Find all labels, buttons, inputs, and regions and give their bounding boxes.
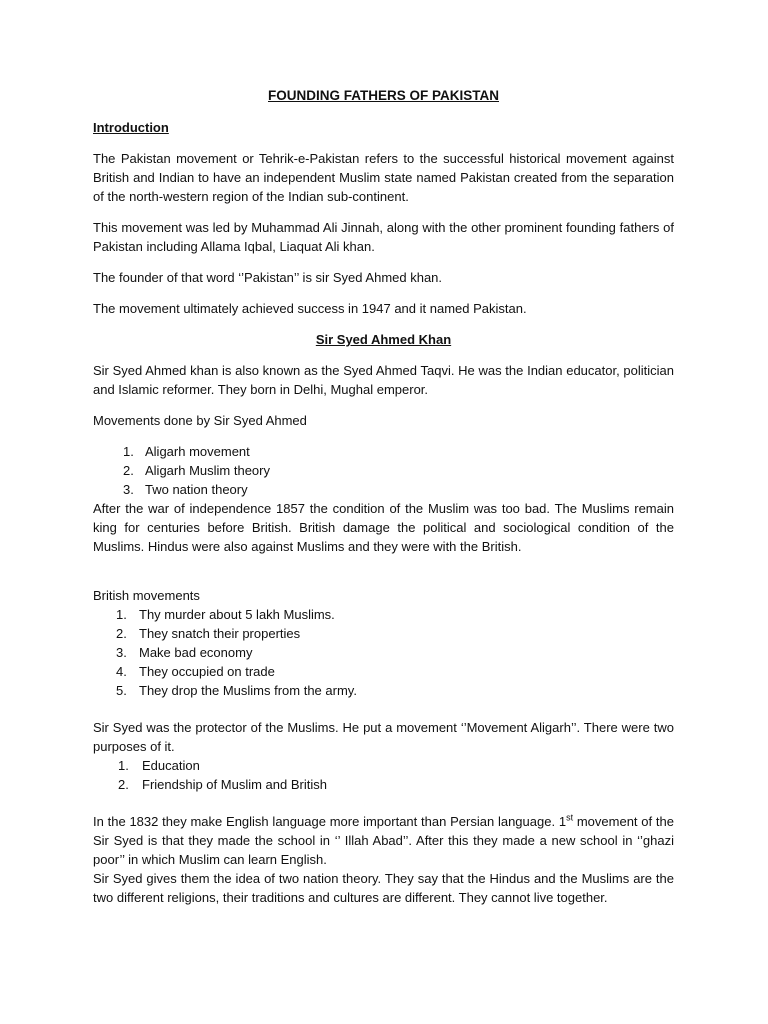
list-text: Aligarh movement bbox=[145, 444, 250, 459]
intro-paragraph-2: This movement was led by Muhammad Ali Jinnah, along with the other prominent founding fathers of Pakistan including Allama Iqbal, Liaquat Ali khan. bbox=[93, 220, 674, 254]
purposes-list bbox=[93, 756, 674, 794]
spacer bbox=[93, 794, 674, 812]
british-movements-label: British movements bbox=[93, 588, 200, 603]
document-body bbox=[93, 86, 674, 919]
two-nation-paragraph: Sir Syed gives them the idea of two nation theory. They say that the Hindus and the Muslims are the two different religions, their traditions and cultures are different. They cannot live together. bbox=[93, 871, 674, 905]
british-movements-list bbox=[93, 605, 674, 700]
school-paragraph bbox=[93, 812, 674, 869]
list-text: Thy murder about 5 lakh Muslims. bbox=[139, 607, 335, 622]
list-number: 2. bbox=[118, 777, 129, 792]
list-number: 3. bbox=[116, 645, 127, 660]
spacer bbox=[93, 568, 674, 586]
list-item bbox=[93, 461, 674, 480]
movements-list bbox=[93, 442, 674, 499]
list-text: They snatch their properties bbox=[139, 626, 301, 641]
list-text: Education bbox=[142, 758, 200, 773]
list-text: Friendship of Muslim and British bbox=[142, 777, 327, 792]
list-item bbox=[93, 681, 674, 700]
list-item bbox=[93, 605, 674, 624]
ordinal-superscript: st bbox=[566, 812, 574, 823]
list-item bbox=[93, 662, 674, 681]
list-number: 2. bbox=[116, 626, 127, 641]
list-item bbox=[93, 624, 674, 643]
movements-label: Movements done by Sir Syed Ahmed bbox=[93, 413, 307, 428]
list-number: 1. bbox=[123, 444, 134, 459]
list-item bbox=[93, 775, 674, 794]
spacer bbox=[93, 700, 674, 718]
section-heading-sir-syed: Sir Syed Ahmed Khan bbox=[315, 332, 452, 347]
list-item bbox=[93, 442, 674, 461]
intro-paragraph-4: The movement ultimately achieved success in 1947 and it named Pakistan. bbox=[93, 301, 527, 316]
introduction-heading: Introduction bbox=[93, 120, 169, 135]
list-text: Aligarh Muslim theory bbox=[145, 463, 270, 478]
after-war-paragraph: After the war of independence 1857 the condition of the Muslim was too bad. The Muslims remain king for centuries before British. British damage the political and sociological condition of the Muslims. Hindus were also against Muslims and they were with the British. bbox=[93, 501, 674, 554]
list-text: They occupied on trade bbox=[139, 664, 275, 679]
list-item bbox=[93, 643, 674, 662]
document-title: FOUNDING FATHERS OF PAKISTAN bbox=[268, 88, 499, 103]
list-number: 2. bbox=[123, 463, 134, 478]
list-item bbox=[93, 480, 674, 499]
list-text: They drop the Muslims from the army. bbox=[139, 683, 357, 698]
intro-paragraph-3: The founder of that word ‘’Pakistan’’ is sir Syed Ahmed khan. bbox=[93, 270, 443, 285]
protector-paragraph: Sir Syed was the protector of the Muslims. He put a movement ‘’Movement Aligarh’’. There were two purposes of it. bbox=[93, 720, 674, 754]
list-text: Make bad economy bbox=[139, 645, 253, 660]
list-number: 5. bbox=[116, 683, 127, 698]
list-number: 3. bbox=[123, 482, 134, 497]
list-text: Two nation theory bbox=[145, 482, 248, 497]
list-number: 4. bbox=[116, 664, 127, 679]
list-number: 1. bbox=[118, 758, 129, 773]
intro-paragraph-1: The Pakistan movement or Tehrik-e-Pakistan refers to the successful historical movement against British and Indian to have an independent Muslim state named Pakistan created from the separation of the north-western region of the Indian sub-continent. bbox=[93, 151, 674, 204]
school-text-start: In the 1832 they make English language more important than Persian language. 1 bbox=[93, 814, 567, 829]
list-number: 1. bbox=[116, 607, 127, 622]
sir-syed-paragraph: Sir Syed Ahmed khan is also known as the Syed Ahmed Taqvi. He was the Indian educator, politician and Islamic reformer. They born in Delhi, Mughal emperor. bbox=[93, 363, 674, 397]
list-item bbox=[93, 756, 674, 775]
school-text-end: movement of the Sir Syed is that they made the school in ‘’ Illah Abad’’. After this they made a new school in ‘’ghazi poor’’ in which Muslim can learn English. bbox=[93, 814, 674, 867]
